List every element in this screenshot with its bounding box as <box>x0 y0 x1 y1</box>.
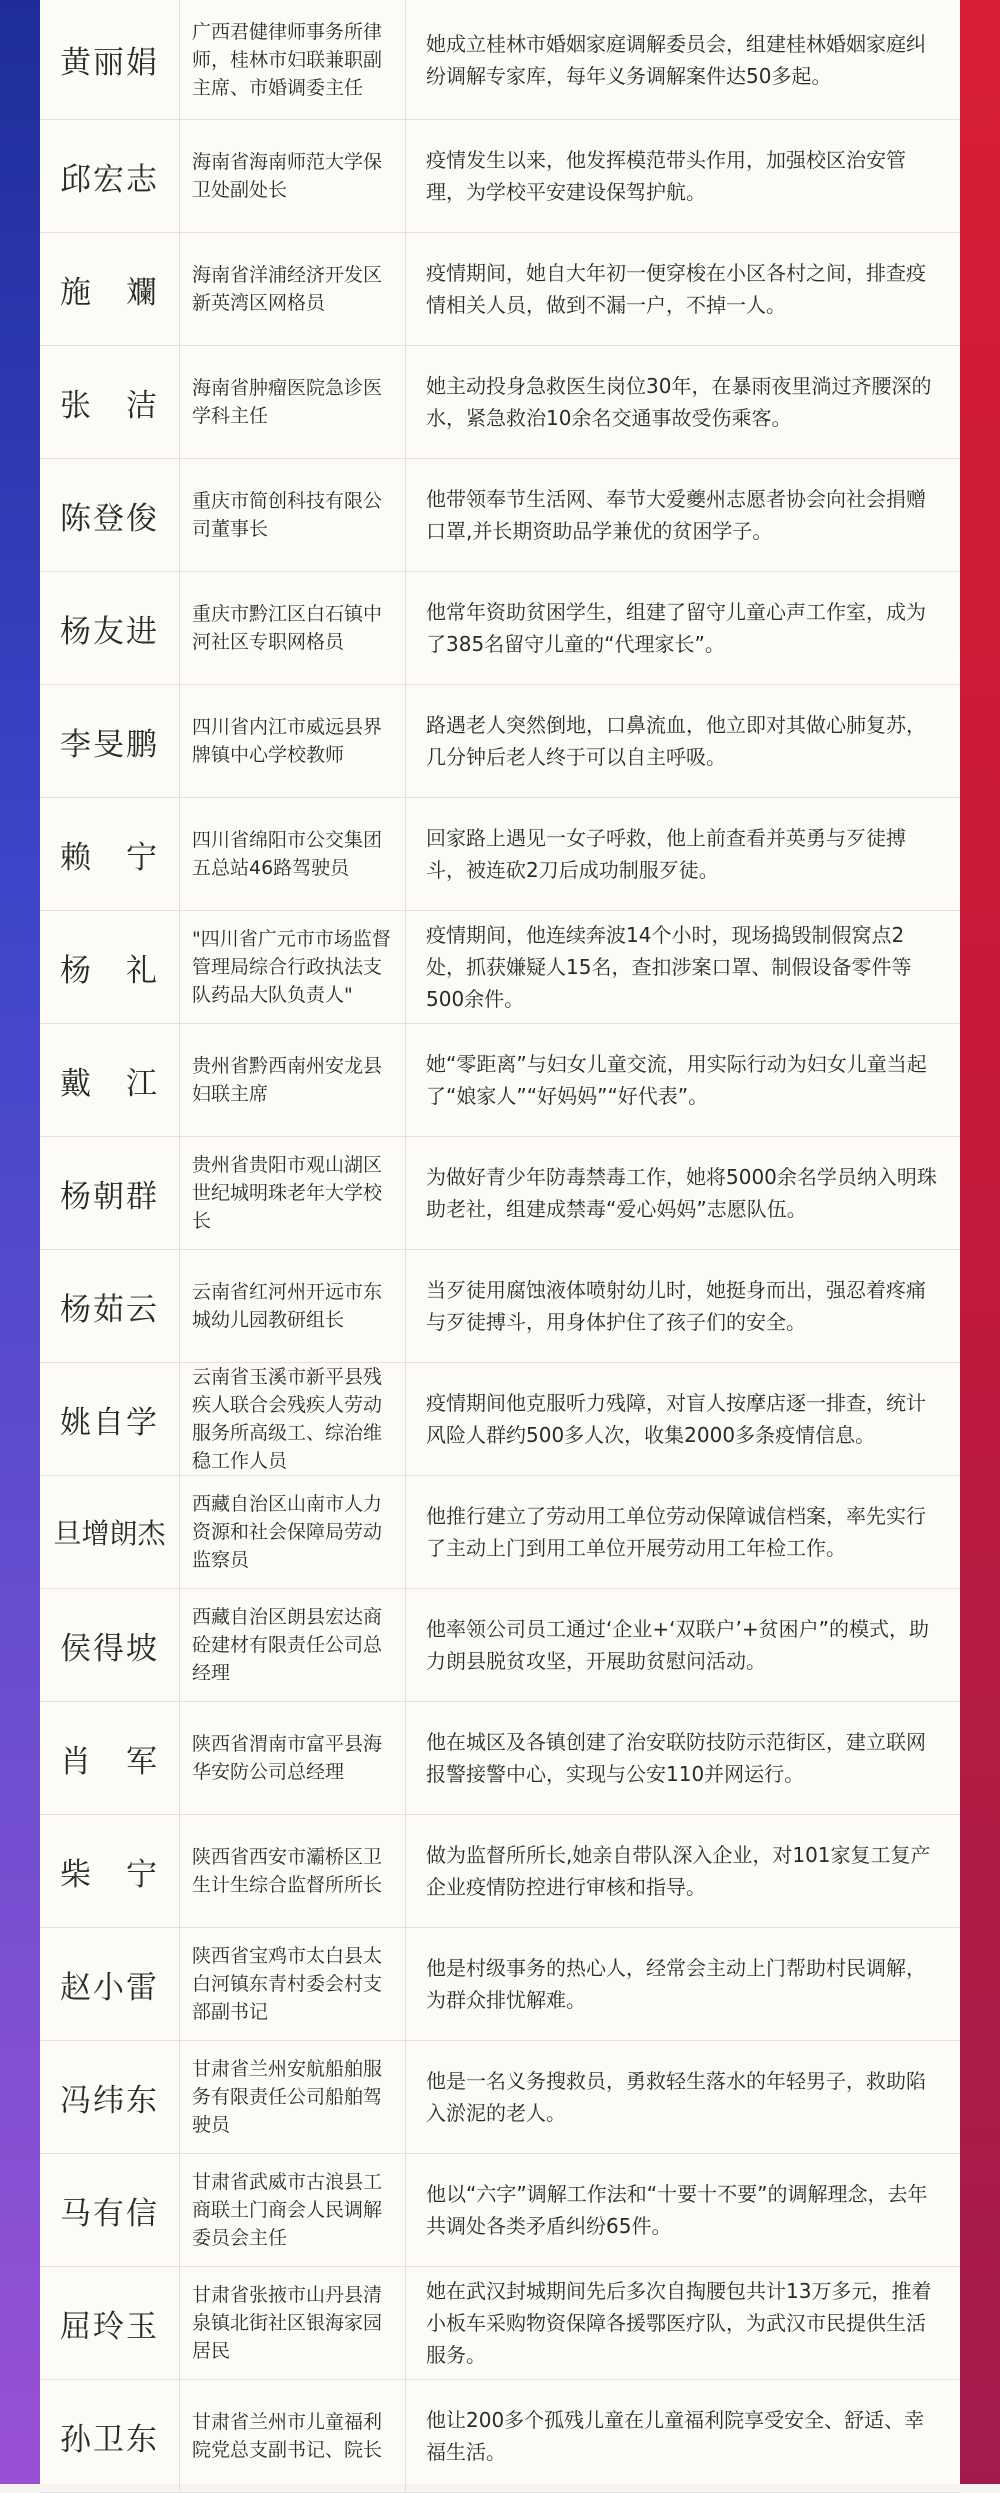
honor-table <box>40 0 960 2484</box>
person-deed: 他带领奉节生活网、奉节大爱夔州志愿者协会向社会捐赠口罩,并长期资助品学兼优的贫困学子。 <box>426 487 926 543</box>
person-name-text: 李旻鹏 <box>60 726 159 763</box>
table-row <box>40 685 960 798</box>
person-name <box>40 1815 180 1927</box>
person-name <box>40 2041 180 2153</box>
person-name <box>40 459 180 571</box>
person-unit: 西藏自治区朗县宏达商砼建材有限责任公司总经理 <box>180 1589 406 1701</box>
person-name-text: 柴 宁 <box>60 1856 159 1893</box>
person-deed: 他在城区及各镇创建了治安联防技防示范街区，建立联网报警接警中心，实现与公安110并网运行。 <box>426 1730 926 1786</box>
person-name-text: 邱宏志 <box>60 161 159 198</box>
person-name-text: 黄丽娟 <box>60 45 159 81</box>
person-deed: 回家路上遇见一女子呼救，他上前查看并英勇与歹徒搏斗，被连砍2刀后成功制服歹徒。 <box>426 826 906 882</box>
person-name-text: 杨茹云 <box>60 1291 159 1328</box>
person-unit: 甘肃省兰州市儿童福利院党总支副书记、院长 <box>180 2380 406 2492</box>
person-name-text: 屈玲玉 <box>60 2308 159 2345</box>
person-name-text: 戴 江 <box>60 1065 159 1102</box>
person-name <box>40 911 180 1023</box>
person-unit: 重庆市黔江区白石镇中河社区专职网格员 <box>180 572 406 684</box>
person-name-text: 孙卫东 <box>60 2421 159 2458</box>
table-row <box>40 1250 960 1363</box>
person-name <box>40 2267 180 2379</box>
person-unit: 贵州省贵阳市观山湖区世纪城明珠老年大学校长 <box>180 1137 406 1249</box>
person-name <box>40 1702 180 1814</box>
person-name <box>40 1024 180 1136</box>
person-unit: 陕西省西安市灞桥区卫生计生综合监督所所长 <box>180 1815 406 1927</box>
person-deed: 疫情期间，她自大年初一便穿梭在小区各村之间，排查疫情相关人员，做到不漏一户，不掉一人。 <box>426 261 926 317</box>
person-name-text: 侯得坡 <box>60 1630 159 1667</box>
person-unit: 陕西省宝鸡市太白县太白河镇东青村委会村支部副书记 <box>180 1928 406 2040</box>
person-deed: 路遇老人突然倒地，口鼻流血，他立即对其做心肺复苏，几分钟后老人终于可以自主呼吸。 <box>426 713 926 769</box>
person-name-text: 马有信 <box>60 2195 159 2232</box>
table-row <box>40 798 960 911</box>
person-unit: 四川省绵阳市公交集团五总站46路驾驶员 <box>180 798 406 910</box>
right-red-stripe <box>960 0 1000 2484</box>
person-name <box>40 1250 180 1362</box>
table-row <box>40 120 960 233</box>
person-unit: 云南省玉溪市新平县残疾人联合会残疾人劳动服务所高级工、综治维稳工作人员 <box>180 1363 406 1475</box>
person-name-text: 施 斕 <box>60 274 159 311</box>
person-name <box>40 1589 180 1701</box>
table-row <box>40 1024 960 1137</box>
table-row <box>40 2380 960 2493</box>
person-deed: 她在武汉封城期间先后多次自掏腰包共计13万多元，推着小板车采购物资保障各援鄂医疗队，为武汉市民提供生活服务。 <box>426 2279 932 2367</box>
person-deed: 做为监督所所长,她亲自带队深入企业，对101家复工复产企业疫情防控进行审核和指导。 <box>426 1843 931 1899</box>
table-row <box>40 2154 960 2267</box>
table-row <box>40 1476 960 1589</box>
person-deed: 他率领公司员工通过‘企业+‘双联户’+贫困户”的模式，助力朗县脱贫攻坚，开展助贫慰问活动。 <box>426 1617 929 1673</box>
table-row <box>40 911 960 1024</box>
person-name-text: 赖 宁 <box>60 839 159 876</box>
person-name <box>40 685 180 797</box>
table-row <box>40 1928 960 2041</box>
person-name <box>40 2380 180 2492</box>
table-row <box>40 0 960 120</box>
left-blue-stripe <box>0 0 40 2484</box>
person-name <box>40 233 180 345</box>
person-name-text: 陈登俊 <box>60 500 159 537</box>
person-name <box>40 0 180 119</box>
person-deed: 疫情期间他克服听力残障，对盲人按摩店逐一排查，统计风险人群约500多人次，收集2000多条疫情信息。 <box>426 1391 926 1447</box>
person-unit: 云南省红河州开远市东城幼儿园教研组长 <box>180 1250 406 1362</box>
person-deed: 她“零距离”与妇女儿童交流，用实际行动为妇女儿童当起了“娘家人”“好妈妈”“好代表”。 <box>426 1052 927 1108</box>
person-deed: 她成立桂林市婚姻家庭调解委员会，组建桂林婚姻家庭纠纷调解专家库，每年义务调解案件达50多起。 <box>426 31 926 88</box>
person-deed: 疫情期间，他连续奔波14个小时，现场捣毁制假窝点2处，抓获嫌疑人15名，查扣涉案口罩、制假设备零件等500余件。 <box>426 923 912 1011</box>
table-row <box>40 572 960 685</box>
person-deed: 疫情发生以来，他发挥模范带头作用，加强校区治安管理，为学校平安建设保驾护航。 <box>426 148 906 204</box>
person-unit: 甘肃省张掖市山丹县清泉镇北街社区银海家园居民 <box>180 2267 406 2379</box>
person-deed: 他是一名义务搜救员，勇救轻生落水的年轻男子，救助陷入淤泥的老人。 <box>426 2069 926 2125</box>
person-unit: 四川省内江市威远县界牌镇中心学校教师 <box>180 685 406 797</box>
person-deed: 当歹徒用腐蚀液体喷射幼儿时，她挺身而出，强忍着疼痛与歹徒搏斗，用身体护住了孩子们的安全。 <box>426 1278 926 1334</box>
person-name <box>40 572 180 684</box>
person-name-text: 杨 礼 <box>60 952 159 989</box>
person-unit: 广西君健律师事务所律师，桂林市妇联兼职副主席、市婚调委主任 <box>180 0 406 119</box>
person-unit: 陕西省渭南市富平县海华安防公司总经理 <box>180 1702 406 1814</box>
table-row <box>40 346 960 459</box>
person-deed: 她主动投身急救医生岗位30年，在暴雨夜里淌过齐腰深的水，紧急救治10余名交通事故受伤乘客。 <box>426 374 932 430</box>
person-name-text: 赵小雷 <box>60 1969 159 2006</box>
person-name-text: 肖 军 <box>60 1743 159 1780</box>
table-row <box>40 233 960 346</box>
person-name <box>40 2154 180 2266</box>
person-unit: 海南省肿瘤医院急诊医学科主任 <box>180 346 406 458</box>
person-deed: 他让200多个孤残儿童在儿童福利院享受安全、舒适、幸福生活。 <box>426 2408 925 2464</box>
person-unit: 甘肃省武威市古浪县工商联土门商会人民调解委员会主任 <box>180 2154 406 2266</box>
person-deed: 他常年资助贫困学生，组建了留守儿童心声工作室，成为了385名留守儿童的“代理家长”。 <box>426 600 926 656</box>
person-name-text: 张 洁 <box>60 387 159 424</box>
person-name <box>40 346 180 458</box>
person-deed: 他以“六字”调解工作法和“十要十不要”的调解理念，去年共调处各类矛盾纠纷65件。 <box>426 2182 928 2238</box>
table-row <box>40 2267 960 2380</box>
person-name <box>40 1363 180 1475</box>
person-unit: "四川省广元市市场监督管理局综合行政执法支队药品大队负责人" <box>180 911 406 1023</box>
person-name <box>40 1137 180 1249</box>
person-unit: 西藏自治区山南市人力资源和社会保障局劳动监察员 <box>180 1476 406 1588</box>
table-row <box>40 1589 960 1702</box>
person-unit: 重庆市简创科技有限公司董事长 <box>180 459 406 571</box>
person-unit: 海南省洋浦经济开发区新英湾区网格员 <box>180 233 406 345</box>
person-deed: 他是村级事务的热心人，经常会主动上门帮助村民调解，为群众排忧解难。 <box>426 1956 926 2012</box>
table-row <box>40 2041 960 2154</box>
table-row <box>40 1702 960 1815</box>
person-name <box>40 798 180 910</box>
person-name-text: 冯纬东 <box>60 2082 159 2119</box>
person-name-text: 杨友进 <box>60 613 159 650</box>
person-unit: 海南省海南师范大学保卫处副处长 <box>180 120 406 232</box>
person-unit: 甘肃省兰州安航船舶服务有限责任公司船舶驾驶员 <box>180 2041 406 2153</box>
person-name-text: 杨朝群 <box>60 1178 159 1215</box>
person-name <box>40 1928 180 2040</box>
person-name-text: 姚自学 <box>60 1404 159 1441</box>
person-deed: 他推行建立了劳动用工单位劳动保障诚信档案，率先实行了主动上门到用工单位开展劳动用工年检工作。 <box>426 1504 926 1560</box>
person-deed: 为做好青少年防毒禁毒工作，她将5000余名学员纳入明珠助老社，组建成禁毒“爱心妈妈”志愿队伍。 <box>426 1165 937 1221</box>
person-unit: 贵州省黔西南州安龙县妇联主席 <box>180 1024 406 1136</box>
table-row <box>40 1363 960 1476</box>
person-name-text: 旦增朗杰 <box>53 1517 166 1550</box>
person-name <box>40 1476 180 1588</box>
table-row <box>40 1815 960 1928</box>
table-row <box>40 1137 960 1250</box>
person-name <box>40 120 180 232</box>
table-row <box>40 459 960 572</box>
